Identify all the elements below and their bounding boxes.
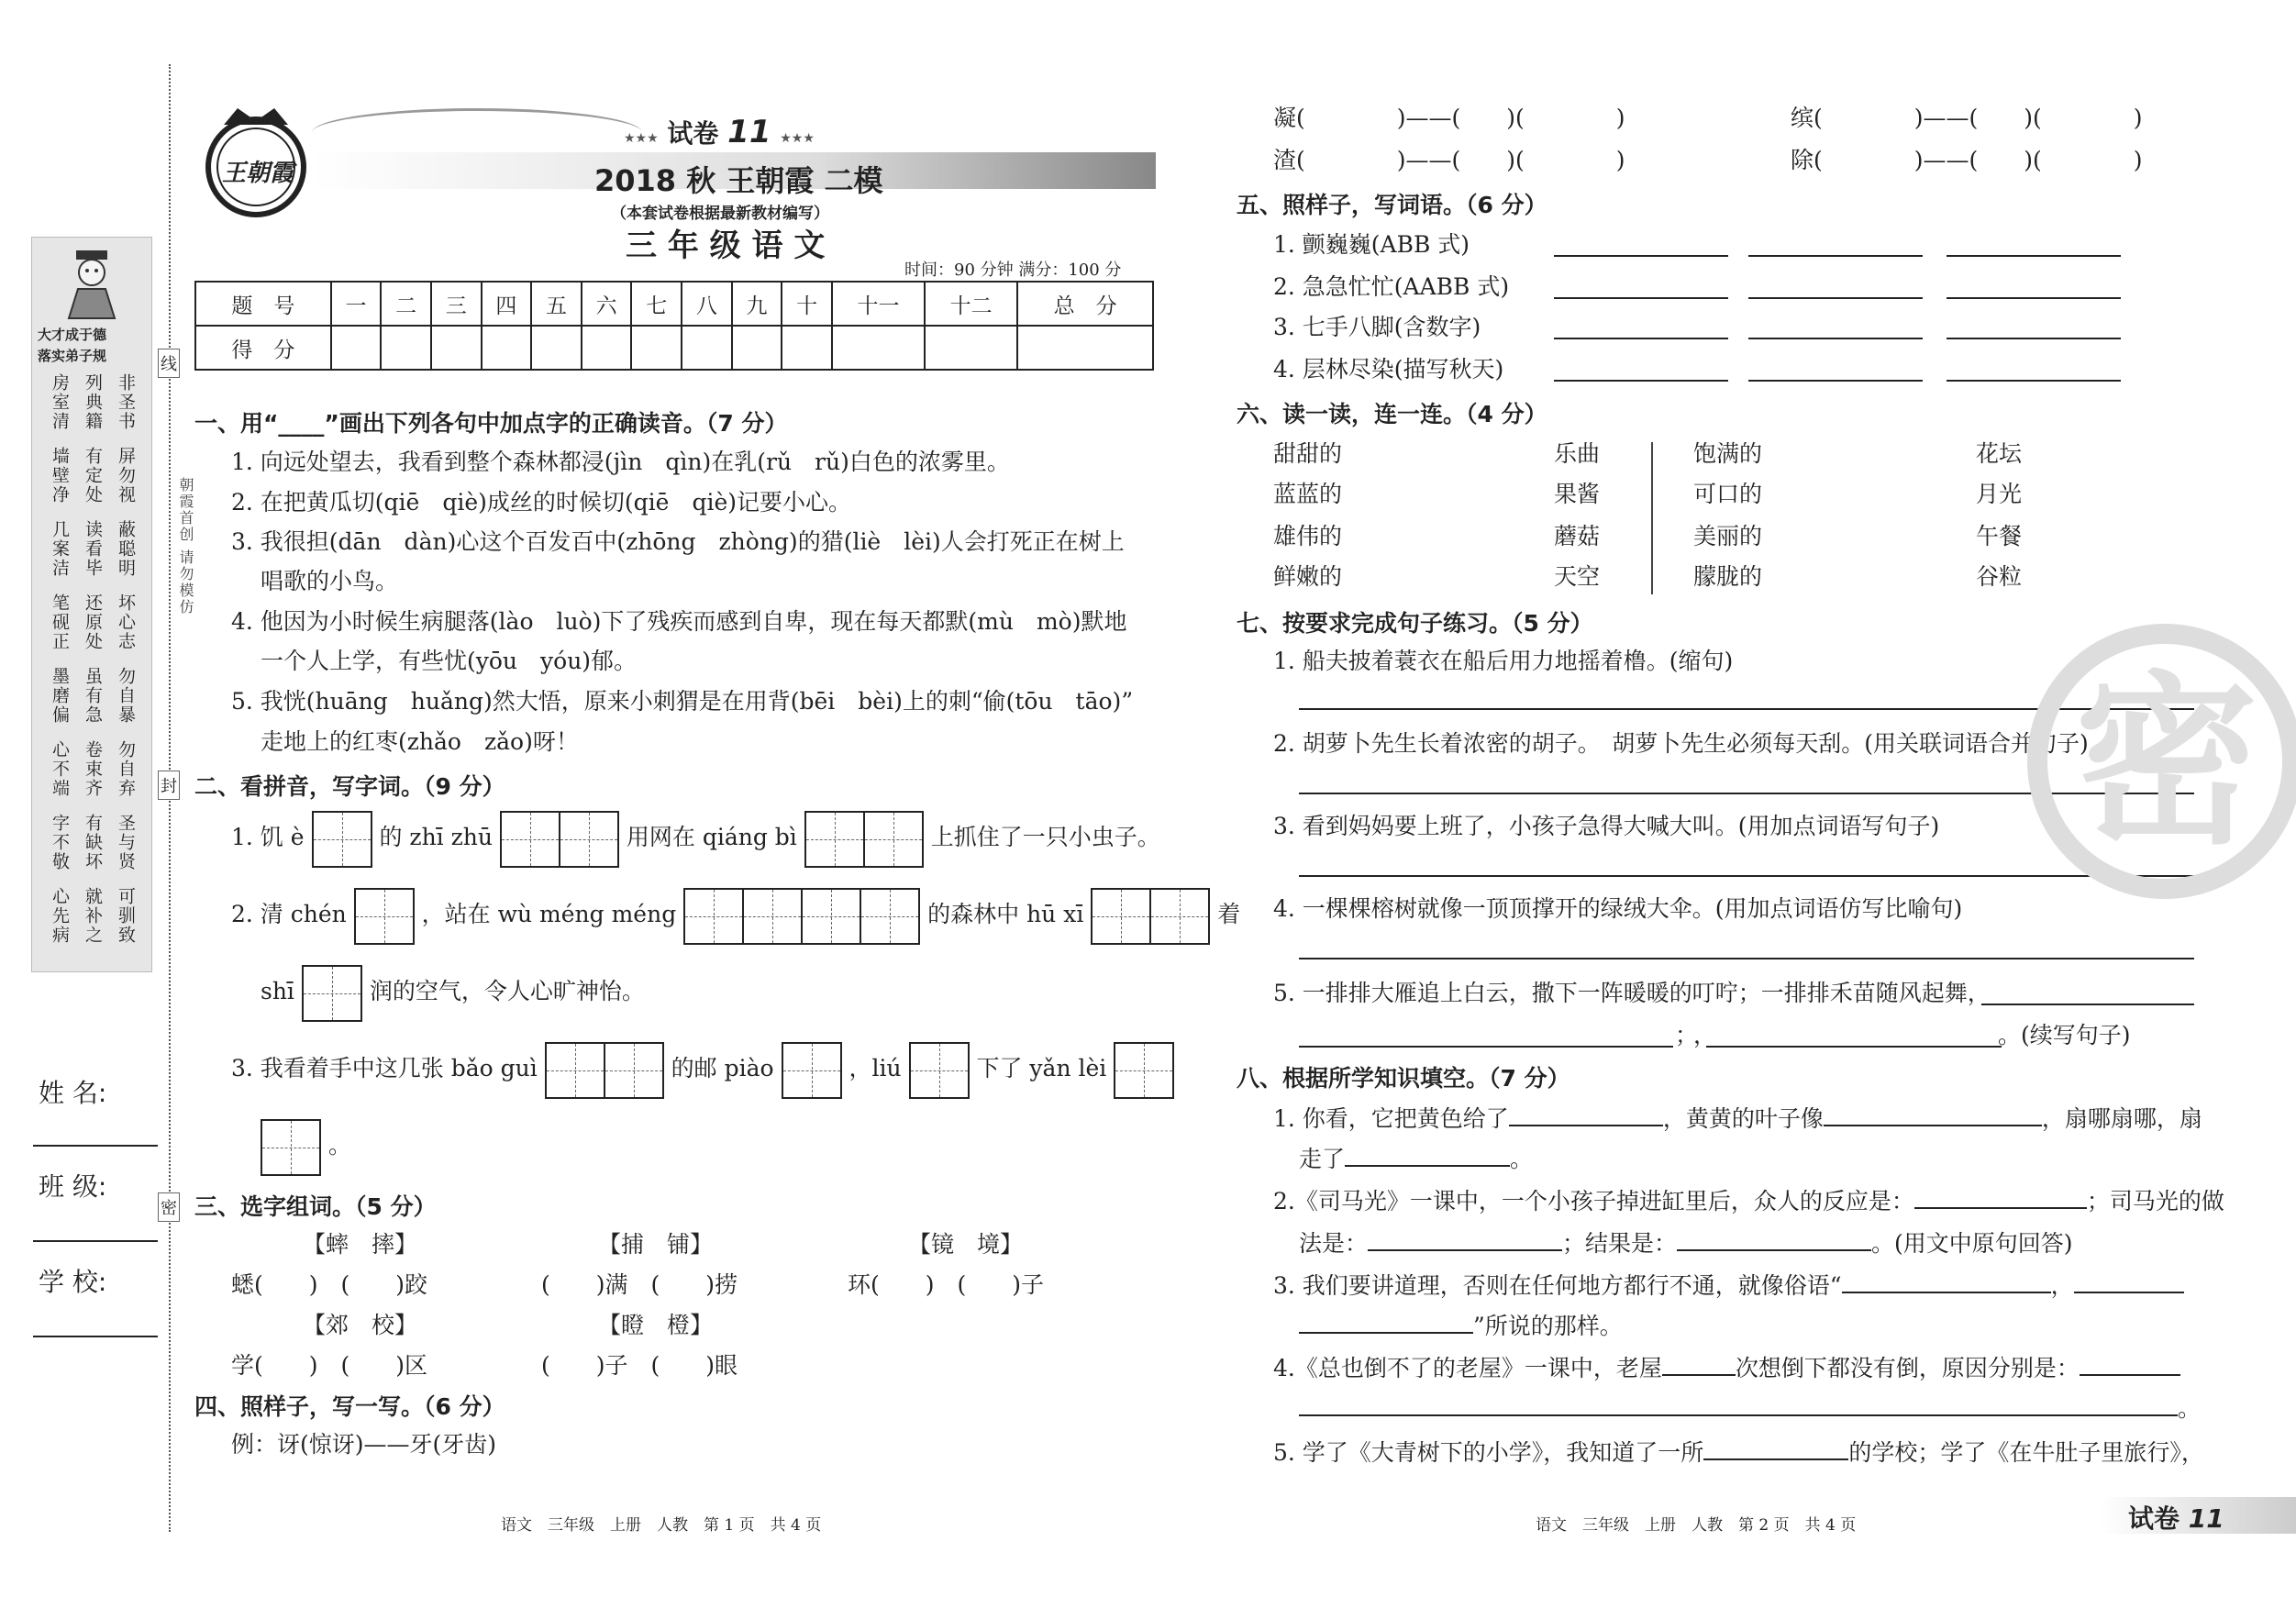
q6-col3-2[interactable]: 可口的 — [1693, 481, 1763, 507]
score-header-cell: 三 — [431, 282, 482, 326]
answer-blank[interactable] — [2080, 1352, 2180, 1376]
char-box[interactable] — [312, 811, 372, 868]
q1-item-2: 2. 在把黄瓜切(qiē qiè)成丝的时候切(qiē qiè)记要小心。 — [231, 489, 851, 516]
q1-item-3: 3. 我很担(dān dàn)心这个百发百中(zhōng zhòng)的猎(liè lèi)人会打死正在树上 — [231, 528, 1125, 555]
motto-sidebar — [31, 237, 152, 972]
score-header-cell: 六 — [582, 282, 632, 326]
q4-title: 四、照样子，写一写。（6 分） — [194, 1393, 505, 1420]
score-cell[interactable] — [331, 326, 382, 370]
q6-col2-3[interactable]: 蘑菇 — [1554, 523, 1601, 549]
char-box[interactable] — [261, 1119, 321, 1176]
answer-blank[interactable] — [1554, 297, 1728, 299]
q1-item-3b: 唱歌的小鸟。 — [261, 568, 399, 594]
rule-column: 坏心志 — [116, 593, 136, 651]
score-header-cell: 题 号 — [195, 282, 331, 326]
answer-blank[interactable] — [1554, 338, 1728, 339]
char-box[interactable] — [909, 1042, 970, 1099]
answer-blank[interactable] — [1842, 1270, 2051, 1293]
rule-column: 墨磨偏 — [50, 667, 70, 725]
q6-col1-3[interactable]: 雄伟的 — [1273, 523, 1343, 549]
answer-blank[interactable] — [1299, 1046, 1673, 1048]
q1-item-5b: 走地上的红枣(zhǎo zǎo)呀！ — [261, 728, 579, 755]
score-cell[interactable] — [832, 326, 925, 370]
answer-blank[interactable] — [1706, 1046, 2002, 1048]
answer-blank[interactable] — [1554, 380, 1728, 382]
answer-blank[interactable] — [1299, 1310, 1473, 1334]
rule-column: 心先病 — [50, 887, 70, 945]
margin-note-secret: 密 — [158, 1192, 180, 1222]
rule-column: 非圣书 — [116, 373, 136, 431]
q3-group-1: 【蟀 摔】 — [303, 1231, 418, 1258]
motto-bottom: 落实弟子规 — [38, 348, 107, 364]
answer-line[interactable] — [1299, 958, 2194, 959]
score-header-row — [195, 282, 1153, 326]
q7-item-5: 5. 一排排大雁追上白云，撒下一阵暖暖的叮咛；一排排禾苗随风起舞， — [1273, 980, 1991, 1006]
answer-blank[interactable] — [1947, 380, 2121, 382]
q8-item-2b: 法是： ；结果是： 。(用文中原句回答) — [1299, 1227, 2073, 1259]
q6-col4-3[interactable]: 午餐 — [1976, 523, 2023, 549]
q8-item-5: 5. 学了《大青树下的小学》，我知道了一所 的学校；学了《在牛肚子里旅行》， — [1273, 1436, 2204, 1469]
q1-item-5: 5. 我恍(huāng huǎng)然大悟，原来小刺猬是在用背(bēi bèi)上的刺“偷(tōu tāo)” — [231, 688, 1134, 715]
score-header-cell: 七 — [631, 282, 682, 326]
q3-title: 三、选字组词。（5 分） — [194, 1193, 437, 1220]
q6-col3-1[interactable]: 饱满的 — [1693, 440, 1763, 467]
q3-group-3: 【镜 境】 — [908, 1231, 1024, 1258]
q2-line-1: 1. 饥 è 的 zhī zhū 用网在 qiáng bì 上抓住了一只小虫子。 — [231, 809, 1160, 868]
answer-blank[interactable] — [1981, 1004, 2194, 1005]
q6-col2-1[interactable]: 乐曲 — [1554, 440, 1601, 467]
name-label: 姓 名: — [39, 1078, 107, 1108]
q8-item-3b: ”所说的那样。 — [1299, 1310, 1623, 1342]
answer-blank[interactable] — [1345, 1143, 1510, 1167]
class-field[interactable] — [33, 1240, 158, 1242]
rule-column: 有定处 — [83, 447, 103, 505]
rule-column: 勿自暴 — [116, 667, 136, 725]
score-row-label: 得 分 — [195, 326, 331, 370]
rule-column: 屏勿视 — [116, 447, 136, 505]
char-box[interactable] — [545, 1042, 664, 1099]
q7-item-5-sep1: ； — [1675, 1022, 1699, 1048]
q6-title: 六、读一读，连一连。（4 分） — [1237, 401, 1547, 427]
score-header-cell: 二 — [381, 282, 431, 326]
q6-col1-4[interactable]: 鲜嫩的 — [1273, 563, 1343, 590]
q3-row1-c[interactable]: 环( ) ( )子 — [848, 1271, 1045, 1298]
time-info: 时间：90 分钟 满分：100 分 — [904, 261, 1122, 280]
answer-blank[interactable] — [1748, 255, 1923, 257]
answer-blank[interactable] — [1368, 1227, 1562, 1251]
scholar-illustration — [60, 247, 124, 320]
answer-blank[interactable] — [1824, 1103, 2042, 1126]
paper-number: ★★★ 试卷 11 ★★★ — [624, 114, 815, 150]
char-box[interactable] — [683, 888, 920, 945]
answer-blank[interactable] — [1554, 255, 1728, 257]
q4-row2-a[interactable]: 渣( )——( )( ) — [1273, 147, 1625, 173]
rule-column: 圣与贤 — [116, 814, 136, 871]
score-header-cell: 总 分 — [1017, 282, 1153, 326]
logo-text: 王朝霞 — [222, 160, 294, 187]
brand-logo — [196, 101, 316, 220]
header-swoosh — [312, 108, 642, 157]
rule-column: 墙壁净 — [50, 447, 70, 505]
rule-column: 虽有急 — [83, 667, 103, 725]
answer-blank[interactable] — [1299, 1392, 2178, 1416]
score-cell[interactable] — [631, 326, 682, 370]
q3-row2-b[interactable]: ( )子 ( )眼 — [541, 1352, 738, 1379]
rule-column: 笔砚正 — [50, 593, 70, 651]
q1-item-4: 4. 他因为小时候生病腿落(lào luò)下了残疾而感到自卑，现在每天都默(mù mò)默地 — [231, 608, 1127, 635]
rules-columns — [39, 373, 150, 960]
score-cell[interactable] — [1017, 326, 1153, 370]
answer-blank[interactable] — [1947, 297, 2121, 299]
q7-item-1: 1. 船夫披着蓑衣在船后用力地摇着橹。(缩句) — [1273, 648, 1734, 674]
q1-item-4b: 一个人上学，有些忧(yōu yóu)郁。 — [261, 648, 638, 674]
q7-item-4: 4. 一棵棵榕树就像一顶顶撑开的绿绒大伞。(用加点词语仿写比喻句) — [1273, 895, 1963, 922]
char-box[interactable] — [1091, 888, 1210, 945]
q7-item-5-sep2: ， — [1693, 1022, 1717, 1048]
margin-note-seal: 封 — [158, 771, 180, 800]
rule-column: 就补之 — [83, 887, 103, 945]
score-header-cell: 八 — [682, 282, 732, 326]
rule-column: 勿自弃 — [116, 740, 136, 798]
q5-item-4: 4. 层林尽染(描写秋天) — [1273, 356, 1504, 383]
q3-group-4: 【郊 校】 — [303, 1312, 418, 1338]
answer-blank[interactable] — [1703, 1436, 1848, 1460]
answer-line[interactable] — [1299, 875, 2194, 877]
answer-blank[interactable] — [1509, 1103, 1663, 1126]
score-cell[interactable] — [925, 326, 1017, 370]
char-box[interactable] — [804, 811, 924, 868]
q5-item-3: 3. 七手八脚(含数字) — [1273, 314, 1481, 340]
rule-column: 几案洁 — [50, 520, 70, 578]
answer-blank[interactable] — [1947, 255, 2121, 257]
rule-column: 心不端 — [50, 740, 70, 798]
score-header-cell: 四 — [482, 282, 532, 326]
rule-column: 列典籍 — [83, 373, 103, 431]
rule-column: 蔽聪明 — [116, 520, 136, 578]
q7-title: 七、按要求完成句子练习。（5 分） — [1237, 610, 1593, 637]
q6-divider — [1651, 442, 1653, 594]
score-header-cell: 九 — [732, 282, 782, 326]
char-box[interactable] — [500, 811, 619, 868]
q6-col3-4[interactable]: 朦胧的 — [1693, 563, 1763, 590]
q6-col3-3[interactable]: 美丽的 — [1693, 523, 1763, 549]
rule-column: 还原处 — [83, 593, 103, 651]
name-field[interactable] — [33, 1145, 158, 1147]
q4-example: 例：讶(惊讶)——牙(牙齿) — [231, 1431, 497, 1458]
answer-blank[interactable] — [1748, 380, 1923, 382]
score-header-cell: 十一 — [832, 282, 925, 326]
score-header-cell: 十 — [782, 282, 832, 326]
q8-title: 八、根据所学知识填空。（7 分） — [1237, 1065, 1570, 1092]
q6-col2-4[interactable]: 天空 — [1554, 563, 1601, 590]
q6-col4-1[interactable]: 花坛 — [1976, 440, 2023, 467]
score-header-cell: 一 — [331, 282, 382, 326]
q2-title: 二、看拼音，写字词。（9 分） — [194, 773, 505, 800]
q8-item-1b: 走了 。 — [1299, 1143, 1533, 1175]
score-cell[interactable] — [682, 326, 732, 370]
exam-subtitle: （本套试卷根据最新教材编写） — [611, 205, 829, 223]
score-cell[interactable] — [482, 326, 532, 370]
q1-title: 一、用“____”画出下列各句中加点字的正确读音。（7 分） — [194, 410, 788, 437]
score-cell[interactable] — [782, 326, 832, 370]
rule-column: 卷束齐 — [83, 740, 103, 798]
q4-row1-a[interactable]: 凝( )——( )( ) — [1273, 105, 1625, 131]
footer-left: 语文 三年级 上册 人教 第 1 页 共 4 页 — [501, 1516, 822, 1535]
q8-item-3: 3. 我们要讲道理，否则在任何地方都行不通，就像俗语“ ， — [1273, 1270, 2184, 1302]
q4-row1-b[interactable]: 缤( )——( )( ) — [1791, 105, 2143, 131]
answer-blank[interactable] — [1748, 338, 1923, 339]
school-field[interactable] — [33, 1336, 158, 1337]
char-box[interactable] — [782, 1042, 842, 1099]
q7-item-5-end: 。(续写句子) — [1998, 1022, 2131, 1048]
q5-title: 五、照样子，写词语。（6 分） — [1237, 192, 1547, 218]
corner-paper-label: 试卷 11 — [2128, 1503, 2224, 1534]
score-cell[interactable] — [732, 326, 782, 370]
subject-title: 三 年 级 语 文 — [626, 227, 826, 264]
answer-blank[interactable] — [1914, 1185, 2087, 1209]
q3-row1-a[interactable]: 蟋( ) ( )跤 — [231, 1271, 428, 1298]
q7-item-3: 3. 看到妈妈要上班了，小孩子急得大喊大叫。(用加点词语写句子) — [1273, 813, 1940, 839]
school-label: 学 校: — [39, 1267, 107, 1297]
q6-col4-2[interactable]: 月光 — [1976, 481, 2023, 507]
q3-row2-a[interactable]: 学( ) ( )区 — [231, 1352, 428, 1379]
q6-col1-2[interactable]: 蓝蓝的 — [1273, 481, 1343, 507]
q2-line-3: shī 润的空气，令人心旷神怡。 — [261, 963, 645, 1022]
char-box[interactable] — [354, 888, 415, 945]
score-cell[interactable] — [582, 326, 632, 370]
footer-right: 语文 三年级 上册 人教 第 2 页 共 4 页 — [1536, 1516, 1857, 1535]
q8-item-4: 4.《总也倒不了的老屋》一课中，老屋 次想倒下都没有倒，原因分别是： — [1273, 1352, 2180, 1384]
secret-watermark: 密 — [2027, 624, 2296, 899]
q2-line-5: 。 — [261, 1117, 351, 1176]
q6-col2-2[interactable]: 果酱 — [1554, 481, 1601, 507]
q6-col1-1[interactable]: 甜甜的 — [1273, 440, 1343, 467]
score-table — [194, 281, 1154, 371]
answer-blank[interactable] — [1662, 1352, 1736, 1376]
rule-column: 可驯致 — [116, 887, 136, 945]
q5-item-2: 2. 急急忙忙(AABB 式) — [1273, 273, 1510, 300]
score-cell[interactable] — [531, 326, 582, 370]
score-value-row — [195, 326, 1153, 370]
answer-blank[interactable] — [1748, 297, 1923, 299]
score-header-cell: 十二 — [925, 282, 1017, 326]
q2-line-2: 2. 清 chén ，站在 wù méng méng 的森林中 hū xī 着 — [231, 886, 1240, 945]
score-cell[interactable] — [381, 326, 431, 370]
q2-line-4: 3. 我看着手中这几张 bǎo guì 的邮 piào ，liú 下了 yǎn lèi — [231, 1040, 1174, 1099]
rule-column: 字不敬 — [50, 814, 70, 871]
q3-group-2: 【捕 铺】 — [598, 1231, 714, 1258]
q6-col4-4[interactable]: 谷粒 — [1976, 563, 2023, 590]
motto-top: 大才成于德 — [38, 327, 107, 343]
margin-note-line: 线 — [158, 349, 180, 378]
rule-column: 有缺坏 — [83, 814, 103, 871]
q8-item-4b: 。 — [1299, 1392, 2201, 1425]
score-cell[interactable] — [431, 326, 482, 370]
exam-title: 2018 秋 王朝霞 二模 — [594, 163, 883, 198]
q3-group-5: 【瞪 橙】 — [598, 1312, 714, 1338]
char-box[interactable] — [1114, 1042, 1174, 1099]
rule-column: 读看毕 — [83, 520, 103, 578]
q7-item-2: 2. 胡萝卜先生长着浓密的胡子。 胡萝卜先生必须每天刮。(用关联词语合并句子) — [1273, 730, 2089, 757]
q1-item-1: 1. 向远处望去，我看到整个森林都浸(jìn qìn)在乳(rǔ rǔ)白色的浓雾里。 — [231, 449, 1010, 475]
q5-item-1: 1. 颤巍巍(ABB 式) — [1273, 231, 1470, 258]
q4-row2-b[interactable]: 除( )——( )( ) — [1791, 147, 2143, 173]
q3-row1-b[interactable]: ( )满 ( )捞 — [541, 1271, 738, 1298]
answer-blank[interactable] — [1677, 1227, 1871, 1251]
margin-note-copyright: 朝霞首创 请勿模仿 — [177, 477, 194, 616]
score-header-cell: 五 — [531, 282, 582, 326]
rule-column: 房室清 — [50, 373, 70, 431]
char-box[interactable] — [302, 965, 362, 1022]
q8-item-1: 1. 你看，它把黄色给了 ，黄黄的叶子像 ，扇哪扇哪，扇 — [1273, 1103, 2202, 1135]
answer-blank[interactable] — [1947, 338, 2121, 339]
q8-item-2: 2.《司马光》一课中，一个小孩子掉进缸里后，众人的反应是： ；司马光的做 — [1273, 1185, 2224, 1217]
answer-blank[interactable] — [2074, 1270, 2184, 1293]
class-label: 班 级: — [39, 1171, 107, 1202]
